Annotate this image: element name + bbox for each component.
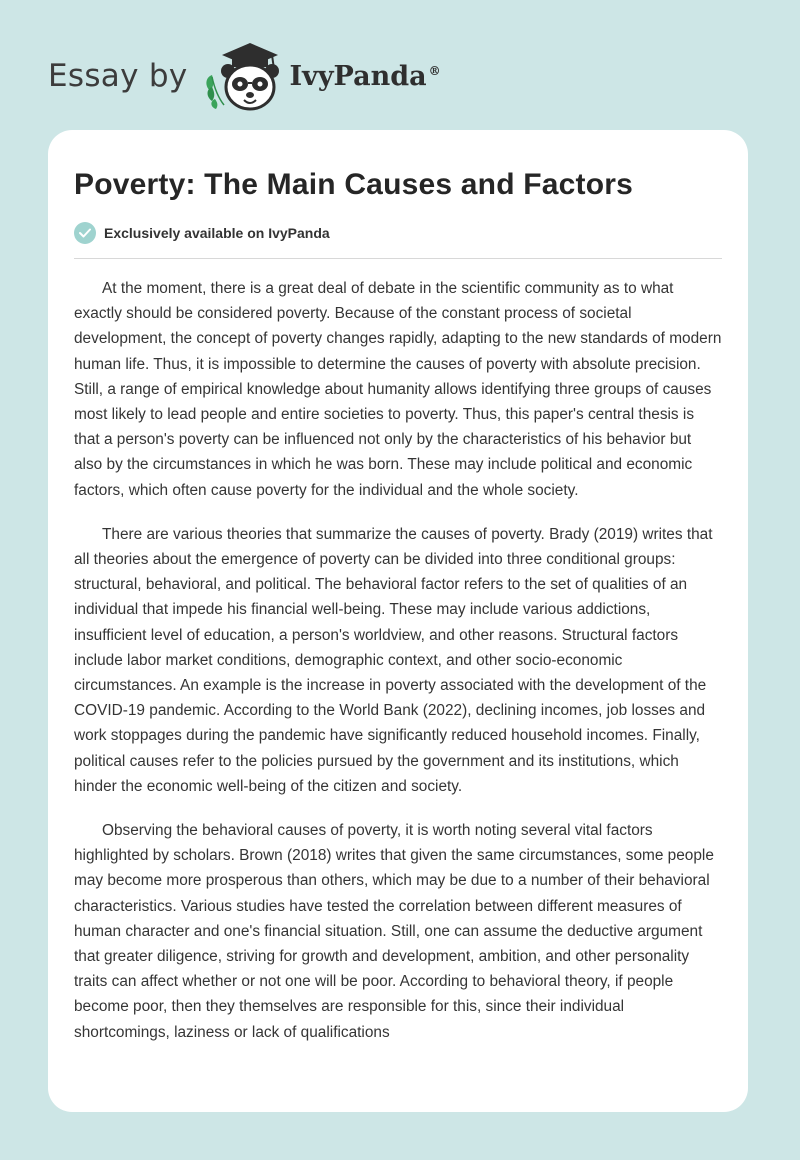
exclusive-badge (74, 222, 722, 244)
essay-body (74, 276, 722, 1045)
check-icon (74, 222, 96, 244)
registered-mark: ® (428, 63, 441, 78)
panda-logo-icon[interactable] (202, 39, 284, 113)
paragraph: There are various theories that summarize the causes of poverty. Brady (2019) writes that all theories about the emergence of poverty can be divided into three conditional groups: structural, behavioral, and political. The behavioral factor refers to the set of qualities of an individual that impede his financial well-being. These may include various addictions, insufficient level of education, a person's worldview, and other reasons. Structural factors include labor market conditions, demographic context, and other socio-economic circumstances. An example is the increase in poverty associated with the development of the COVID-19 pandemic. According to the World Bank (2022), declining incomes, job losses and work stoppages during the pandemic have significantly reduced household incomes. Finally, political causes refer to the policies pursued by the government and its institutions, which hinder the economic well-being of the citizen and society. (74, 525, 713, 795)
paragraph: At the moment, there is a great deal of debate in the scientific community as to what exactly should be considered poverty. Because of the constant process of societal development, the concept of poverty changes rapidly, adapting to the new standards of modern human life. Thus, it is impossible to determine the causes of poverty with absolute precision. Still, a range of empirical knowledge about humanity allows identifying three groups of causes most likely to lead people and entire societies to poverty. Thus, this paper's central thesis is that a person's poverty can be influenced not only by the characteristics of his behavior but also by the circumstances in which he was born. These may include political and economic factors, which often cause poverty for the individual and the whole society. (74, 280, 722, 499)
essay-by-label: Essay by (48, 58, 188, 94)
divider (74, 258, 722, 259)
brand-name[interactable]: IvyPanda ® (289, 60, 441, 92)
site-header (48, 36, 441, 116)
paragraph: Observing the behavioral causes of poverty, it is worth noting several vital factors highlighted by scholars. Brown (2018) writes that given the same circumstances, some people may become more prosperous than others, which may be due to a number of their behavioral characteristics. Various studies have tested the correlation between different measures of human character and one's financial situation. Still, one can assume the deductive argument that greater diligence, striving for growth and development, ambition, and other personality traits can affect whether or not one will be poor. According to behavioral theory, if people become poor, then they themselves are responsible for this, since their individual shortcomings, laziness or lack of qualifications (74, 822, 714, 1041)
exclusive-badge-label: Exclusively available on IvyPanda (104, 225, 330, 241)
essay-title: Poverty: The Main Causes and Factors (74, 168, 634, 201)
essay-card (48, 130, 748, 1112)
